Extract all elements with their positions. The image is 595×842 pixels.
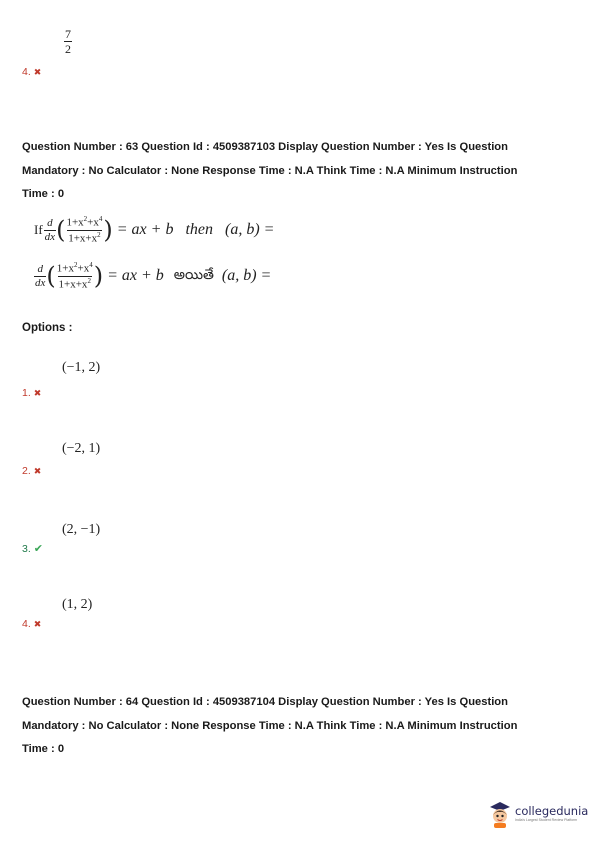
fraction-denominator: 2 — [65, 42, 71, 56]
option-number: 2. — [22, 465, 31, 477]
meta-line-1: Question Number : 63 Question Id : 4509387103 Display Question Number : Yes Is Question — [22, 141, 508, 153]
meta-line-1: Question Number : 64 Question Id : 4509387104 Display Question Number : Yes Is Question — [22, 696, 508, 708]
derivative-operator: $\frac{d}{dx}$ — [35, 262, 46, 289]
right-paren: ) — [103, 216, 113, 245]
fraction-numerator: 7 — [65, 27, 71, 41]
check-icon: ✔ — [33, 543, 43, 555]
cross-icon: ✖ — [33, 466, 42, 476]
cross-icon: ✖ — [33, 388, 42, 398]
option-1-value: (−1, 2) — [62, 360, 101, 375]
left-paren: ( — [56, 216, 66, 245]
left-paren: ( — [46, 262, 56, 291]
ask-text: (a, b) = — [225, 221, 275, 239]
question-63-equation-telugu — [34, 262, 271, 290]
question-63-meta — [22, 136, 582, 207]
brand-name: collegedunia — [515, 803, 589, 818]
option-2-value: (−2, 1) — [62, 441, 101, 456]
meta-line-2: Mandatory : No Calculator : None Response Time : N.A Think Time : N.A Minimum Instruction — [22, 719, 518, 732]
then-text: then — [185, 221, 213, 239]
rhs-text: = ax + b — [107, 267, 164, 285]
brand-logo[interactable] — [488, 800, 588, 828]
then-text-telugu: అయితే — [173, 267, 214, 283]
rational-expression: $\frac{1+x^2+x^4}{1+x+x^2}$ — [66, 215, 103, 245]
option-number: 4. — [22, 618, 31, 630]
top-option-fraction — [64, 28, 72, 55]
option-4-label — [22, 614, 41, 632]
option-number: 3. — [22, 543, 31, 555]
right-paren: ) — [93, 262, 104, 291]
question-63-equation-english — [34, 216, 274, 244]
rhs-text: = ax + b — [116, 221, 174, 239]
option-3-value: (2, −1) — [62, 522, 101, 537]
meta-line-3: Time : 0 — [22, 188, 65, 200]
graduate-avatar-icon — [488, 800, 512, 828]
option-number: 1. — [22, 387, 31, 399]
option-3-label — [22, 539, 43, 557]
rational-expression: $\frac{1+x^2+x^4}{1+x+x^2}$ — [56, 261, 93, 291]
options-label: Options : — [22, 322, 73, 334]
meta-line-2: Mandatory : No Calculator : None Response Time : N.A Think Time : N.A Minimum Instruction — [22, 164, 518, 177]
derivative-operator: $\frac{d}{dx}$ — [44, 216, 56, 243]
if-text: If — [34, 222, 43, 238]
meta-line-3: Time : 0 — [22, 743, 65, 755]
brand-tagline: India's Largest Student Review Platform — [515, 818, 578, 822]
option-2-label — [22, 461, 41, 479]
option-number: 4. — [22, 66, 31, 78]
ask-text: (a, b) = — [221, 267, 272, 285]
top-option-label — [22, 62, 41, 80]
question-64-meta — [22, 691, 582, 762]
option-4-value: (1, 2) — [62, 597, 93, 612]
option-1-label — [22, 383, 41, 401]
cross-icon: ✖ — [33, 67, 42, 77]
cross-icon: ✖ — [33, 619, 42, 629]
